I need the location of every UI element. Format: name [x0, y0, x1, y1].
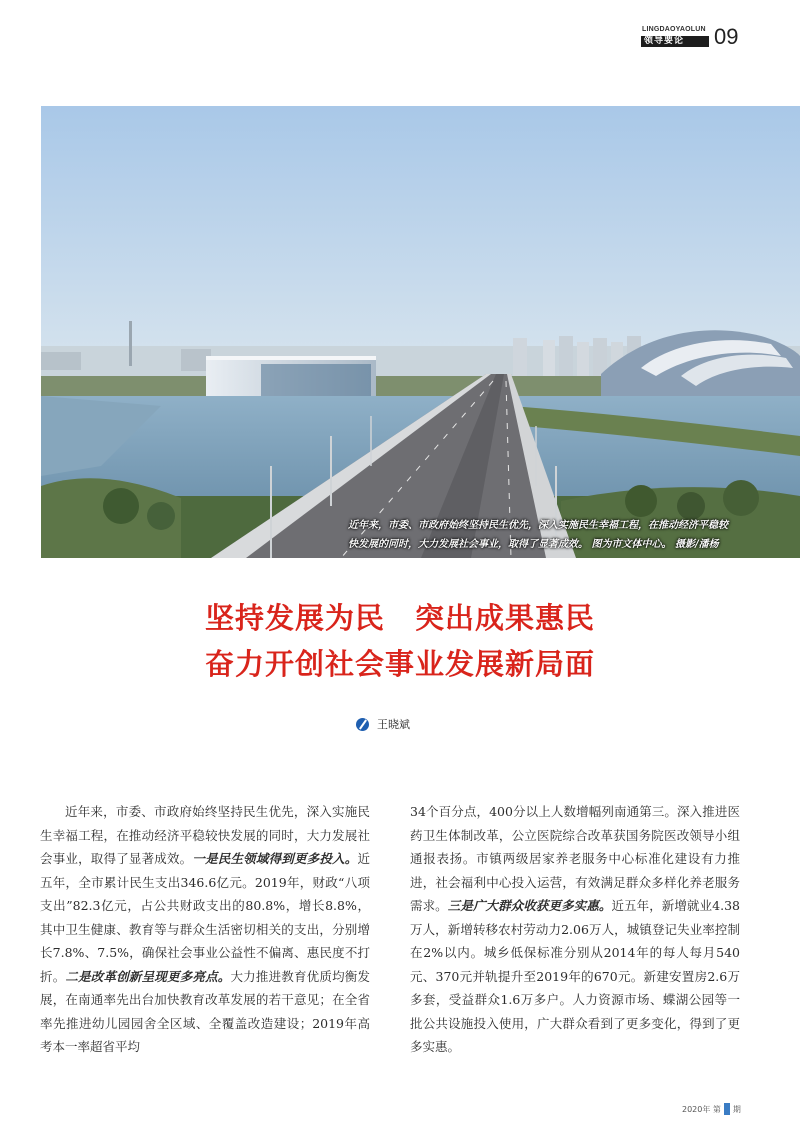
byline — [356, 716, 410, 732]
article-title-line-1: 坚持发展为民 突出成果惠民 — [204, 601, 595, 635]
magazine-english-name: LINGDAOYAOLUN — [642, 26, 706, 33]
paragraph — [410, 800, 740, 1059]
text-run: 近年来，市委、市政府始终坚持民生优先，深入实施民生幸福工程，在推动经济平稳较快发展的同时，大力发展社会事业，取得了显著成效。 — [40, 804, 370, 866]
author-name: 王晓斌 — [377, 718, 410, 731]
section-label: 领导要论 — [641, 36, 709, 47]
page-number: 09 — [714, 24, 739, 49]
issue-footer — [682, 1103, 741, 1115]
bridge-city-illustration — [41, 106, 800, 558]
article-title-line-2: 奋力开创社会事业发展新局面 — [204, 647, 595, 681]
emphasis-run: 一是民生领域得到更多投入。 — [192, 851, 358, 866]
hero-photo — [41, 106, 800, 558]
issue-number-box — [724, 1103, 730, 1115]
body-column-right — [410, 800, 740, 1059]
body-column-left — [40, 800, 370, 1059]
caption-line-2: 快发展的同时，大力发展社会事业，取得了显著成效。 图为市文体中心。 摄影/潘杨 — [348, 539, 719, 550]
text-run: 大力推进教育优质均衡发展，在南通率先出台加快教育改革发展的若干意见；在全省率先推进幼儿园园舍全区域、全覆盖改造建设；2019年高考本一率超省平均 — [40, 968, 370, 1054]
pen-icon — [356, 718, 369, 731]
caption-line-1: 近年来，市委、市政府始终坚持民生优先，深入实施民生幸福工程，在推动经济平稳较 — [348, 520, 728, 531]
photo-caption — [348, 516, 788, 554]
paragraph — [40, 800, 370, 1059]
text-run: 34个百分点，400分以上人数增幅列南通第三。深入推进医药卫生体制改革，公立医院综合改革获国务院医改领导小组通报表扬。市镇两级居家养老服务中心标准化建设有力推进，社会福利中心投入运营，有效满足群众多样化养老服务需求。 — [410, 804, 740, 913]
text-run: 近五年，全市累计民生支出346.6亿元。2019年，财政“八项支出”82.3亿元，占公共财政支出的80.8%，增长8.8%，其中卫生健康、教育等与群众生活密切相关的支出，分别增长7.8%、7.5%，确保社会事业公益性不偏离、惠民度不打折。 — [40, 851, 370, 984]
text-run: 近五年，新增就业4.38万人，新增转移农村劳动力2.06万人，城镇登记失业率控制在2%以内。城乡低保标准分别从2014年的每人每月540元、370元并轨提升至2019年的670元。新建安置房2.6万多套，受益群众1.6万多户。人力资源市场、蝶湖公园等一批公共设施投入使用，广大群众看到了更多变化，得到了更多实惠。 — [410, 898, 740, 1054]
emphasis-run: 二是改革创新呈现更多亮点。 — [65, 968, 231, 984]
emphasis-run: 三是广大群众收获更多实惠。 — [447, 898, 612, 913]
issue-prefix: 2020年 第 — [682, 1104, 721, 1114]
issue-suffix: 期 — [732, 1104, 741, 1114]
